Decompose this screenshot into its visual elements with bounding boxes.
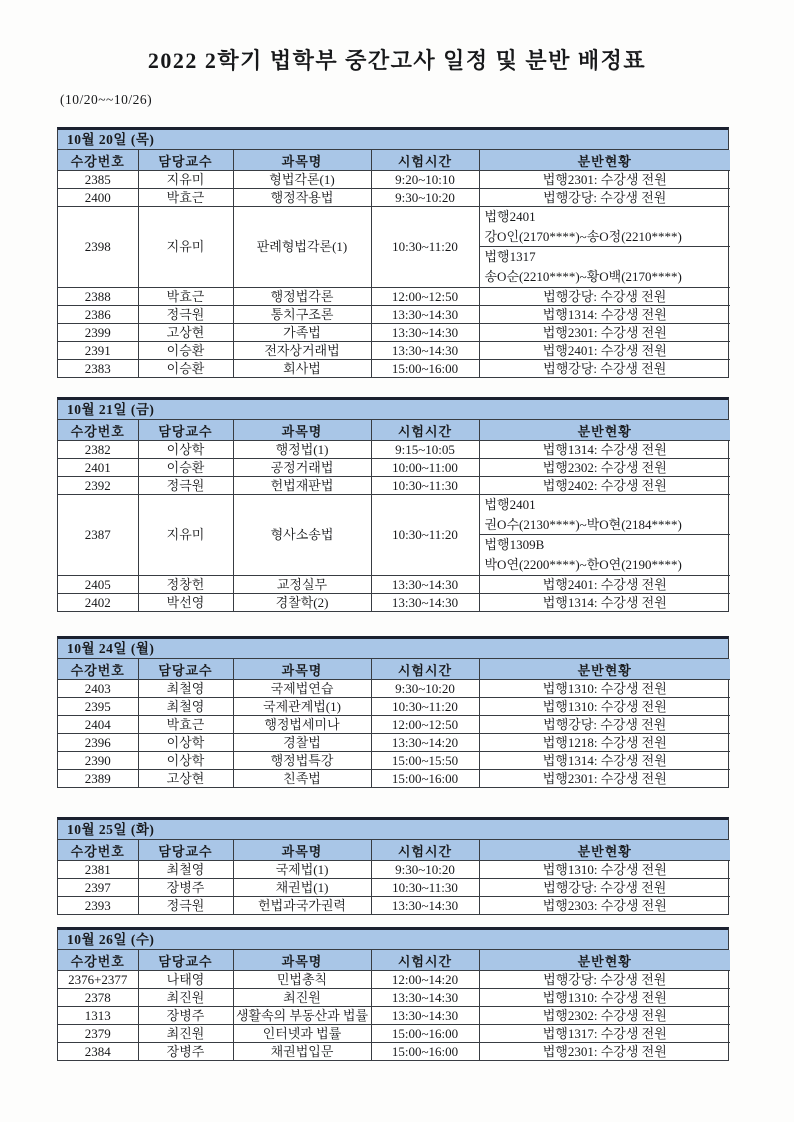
course-name: 행정법특강	[233, 752, 371, 770]
table-row	[58, 861, 730, 879]
professor-name: 나태영	[138, 971, 233, 989]
course-name: 국제관계법(1)	[233, 698, 371, 716]
table-row	[58, 306, 730, 324]
exam-time: 13:30~14:30	[371, 1007, 479, 1025]
exam-time: 12:00~12:50	[371, 288, 479, 306]
column-header: 담당교수	[138, 950, 233, 971]
column-header: 과목명	[233, 420, 371, 441]
course-code: 2387	[58, 495, 138, 576]
table-row	[58, 189, 730, 207]
exam-time: 12:00~12:50	[371, 716, 479, 734]
page-title: 2022 2학기 법학부 중간고사 일정 및 분반 배정표	[147, 48, 647, 73]
schedule-table	[58, 950, 730, 1060]
course-code: 2401	[58, 459, 138, 477]
column-header-row	[58, 950, 730, 971]
class-assignment: 법행2301: 수강생 전원	[479, 1043, 730, 1061]
student-range: 권O수(2130****)~박O현(2184****)	[484, 517, 682, 532]
course-code: 2396	[58, 734, 138, 752]
class-assignment: 법행강당: 수강생 전원	[479, 716, 730, 734]
table-row	[58, 752, 730, 770]
table-row	[58, 441, 730, 459]
exam-time: 9:30~10:20	[371, 680, 479, 698]
class-assignment: 법행2402: 수강생 전원	[479, 477, 730, 495]
professor-name: 박효근	[138, 716, 233, 734]
table-row	[58, 734, 730, 752]
professor-name: 정창헌	[138, 576, 233, 594]
exam-time: 15:00~16:00	[371, 1043, 479, 1061]
table-row	[58, 897, 730, 915]
column-header: 시험시간	[371, 950, 479, 971]
professor-name: 이승환	[138, 342, 233, 360]
column-header: 담당교수	[138, 420, 233, 441]
class-assignment: 법행1317: 수강생 전원	[479, 1025, 730, 1043]
course-name: 채권법입문	[233, 1043, 371, 1061]
exam-time: 10:30~11:30	[371, 477, 479, 495]
professor-name: 지유미	[138, 207, 233, 288]
course-name: 국제법연습	[233, 680, 371, 698]
course-name: 친족법	[233, 770, 371, 788]
table-row	[58, 495, 730, 576]
course-code: 2386	[58, 306, 138, 324]
professor-name: 최진원	[138, 1025, 233, 1043]
exam-time: 15:00~16:00	[371, 360, 479, 378]
column-header: 시험시간	[371, 840, 479, 861]
course-name: 형사소송법	[233, 495, 371, 576]
table-row	[58, 680, 730, 698]
course-code: 2404	[58, 716, 138, 734]
column-header-row	[58, 420, 730, 441]
course-name: 행정법(1)	[233, 441, 371, 459]
table-row	[58, 360, 730, 378]
room-label: 법행2401	[484, 497, 536, 512]
column-header: 수강번호	[58, 659, 138, 680]
day-header: 10월 25일 (화)	[58, 820, 728, 840]
table-row	[58, 288, 730, 306]
table-row	[58, 989, 730, 1007]
table-row	[58, 324, 730, 342]
column-header: 과목명	[233, 659, 371, 680]
course-code: 2398	[58, 207, 138, 288]
course-code: 2391	[58, 342, 138, 360]
date-range: (10/20~~10/26)	[60, 92, 153, 107]
class-assignment: 법행2401: 수강생 전원	[479, 576, 730, 594]
exam-time: 13:30~14:30	[371, 989, 479, 1007]
course-name: 헌법과국가권력	[233, 897, 371, 915]
table-row	[58, 459, 730, 477]
exam-time: 13:30~14:30	[371, 306, 479, 324]
class-assignment: 법행1314: 수강생 전원	[479, 752, 730, 770]
student-range: 강O인(2170****)~송O정(2210****)	[484, 229, 682, 244]
exam-day-table	[57, 636, 729, 788]
exam-day-table	[57, 397, 729, 612]
exam-time: 15:00~16:00	[371, 1025, 479, 1043]
class-assignment	[479, 207, 730, 288]
class-assignment	[479, 495, 730, 576]
professor-name: 이상학	[138, 734, 233, 752]
course-name: 행정작용법	[233, 189, 371, 207]
course-code: 2383	[58, 360, 138, 378]
class-assignment: 법행강당: 수강생 전원	[479, 879, 730, 897]
assignment-subcell	[480, 247, 731, 287]
exam-time: 13:30~14:30	[371, 342, 479, 360]
class-assignment: 법행강당: 수강생 전원	[479, 189, 730, 207]
course-name: 행정법세미나	[233, 716, 371, 734]
course-name: 생활속의 부동산과 법률	[233, 1007, 371, 1025]
column-header: 수강번호	[58, 950, 138, 971]
student-range: 박O연(2200****)~한O연(2190****)	[484, 557, 682, 572]
class-assignment: 법행1310: 수강생 전원	[479, 698, 730, 716]
professor-name: 최철영	[138, 680, 233, 698]
professor-name: 장병주	[138, 1043, 233, 1061]
column-header: 담당교수	[138, 840, 233, 861]
exam-time: 10:30~11:30	[371, 879, 479, 897]
class-assignment: 법행1314: 수강생 전원	[479, 441, 730, 459]
table-row	[58, 1007, 730, 1025]
professor-name: 정극원	[138, 306, 233, 324]
class-assignment: 법행2301: 수강생 전원	[479, 324, 730, 342]
course-name: 경찰학(2)	[233, 594, 371, 612]
exam-time: 9:30~10:20	[371, 861, 479, 879]
exam-time: 15:00~16:00	[371, 770, 479, 788]
class-assignment: 법행강당: 수강생 전원	[479, 288, 730, 306]
room-label: 법행2401	[484, 209, 536, 224]
course-code: 2376+2377	[58, 971, 138, 989]
class-assignment: 법행강당: 수강생 전원	[479, 971, 730, 989]
course-name: 가족법	[233, 324, 371, 342]
column-header: 시험시간	[371, 659, 479, 680]
course-name: 형법각론(1)	[233, 171, 371, 189]
table-row	[58, 879, 730, 897]
column-header: 수강번호	[58, 840, 138, 861]
column-header: 담당교수	[138, 659, 233, 680]
professor-name: 이승환	[138, 360, 233, 378]
column-header-row	[58, 659, 730, 680]
course-code: 2392	[58, 477, 138, 495]
exam-time: 15:00~15:50	[371, 752, 479, 770]
professor-name: 이승환	[138, 459, 233, 477]
course-code: 2395	[58, 698, 138, 716]
professor-name: 최철영	[138, 861, 233, 879]
exam-time: 10:30~11:20	[371, 495, 479, 576]
course-code: 2397	[58, 879, 138, 897]
course-name: 회사법	[233, 360, 371, 378]
room-label: 법행1309B	[484, 537, 545, 552]
schedule-table	[58, 659, 730, 787]
course-code: 2378	[58, 989, 138, 1007]
schedule-table	[58, 840, 730, 914]
day-header: 10월 20일 (목)	[58, 130, 728, 150]
column-header: 과목명	[233, 950, 371, 971]
course-code: 2389	[58, 770, 138, 788]
table-row	[58, 171, 730, 189]
assignment-subcell	[480, 535, 731, 575]
class-assignment: 법행1314: 수강생 전원	[479, 306, 730, 324]
exam-time: 13:30~14:30	[371, 324, 479, 342]
column-header: 담당교수	[138, 150, 233, 171]
column-header: 분반현황	[479, 659, 730, 680]
class-assignment: 법행2303: 수강생 전원	[479, 897, 730, 915]
course-code: 2381	[58, 861, 138, 879]
room-label: 법행1317	[484, 249, 536, 264]
class-assignment: 법행1218: 수강생 전원	[479, 734, 730, 752]
table-row	[58, 342, 730, 360]
professor-name: 고상현	[138, 324, 233, 342]
column-header-row	[58, 150, 730, 171]
table-row	[58, 207, 730, 288]
class-assignment: 법행1310: 수강생 전원	[479, 989, 730, 1007]
exam-time: 13:30~14:30	[371, 594, 479, 612]
course-code: 1313	[58, 1007, 138, 1025]
course-name: 헌법재판법	[233, 477, 371, 495]
schedule-table	[58, 420, 730, 611]
professor-name: 장병주	[138, 879, 233, 897]
professor-name: 정극원	[138, 477, 233, 495]
table-row	[58, 576, 730, 594]
class-assignment: 법행2302: 수강생 전원	[479, 1007, 730, 1025]
course-code: 2382	[58, 441, 138, 459]
column-header: 과목명	[233, 150, 371, 171]
course-name: 통치구조론	[233, 306, 371, 324]
table-row	[58, 770, 730, 788]
class-assignment: 법행1314: 수강생 전원	[479, 594, 730, 612]
course-name: 공정거래법	[233, 459, 371, 477]
professor-name: 최진원	[138, 989, 233, 1007]
class-assignment: 법행2302: 수강생 전원	[479, 459, 730, 477]
day-header: 10월 26일 (수)	[58, 930, 728, 950]
column-header: 시험시간	[371, 420, 479, 441]
professor-name: 박효근	[138, 189, 233, 207]
professor-name: 박선영	[138, 594, 233, 612]
exam-day-table	[57, 817, 729, 915]
class-assignment: 법행2301: 수강생 전원	[479, 770, 730, 788]
class-assignment: 법행2401: 수강생 전원	[479, 342, 730, 360]
schedule-table	[58, 150, 730, 377]
exam-time: 9:20~10:10	[371, 171, 479, 189]
exam-day-table	[57, 927, 729, 1061]
course-code: 2400	[58, 189, 138, 207]
class-assignment: 법행1310: 수강생 전원	[479, 861, 730, 879]
student-range: 송O순(2210****)~황O백(2170****)	[484, 269, 682, 284]
professor-name: 박효근	[138, 288, 233, 306]
professor-name: 장병주	[138, 1007, 233, 1025]
column-header: 수강번호	[58, 420, 138, 441]
exam-time: 10:00~11:00	[371, 459, 479, 477]
exam-time: 13:30~14:20	[371, 734, 479, 752]
day-header: 10월 24일 (월)	[58, 639, 728, 659]
table-row	[58, 1043, 730, 1061]
column-header: 분반현황	[479, 950, 730, 971]
column-header: 시험시간	[371, 150, 479, 171]
table-row	[58, 594, 730, 612]
exam-time: 10:30~11:20	[371, 207, 479, 288]
course-name: 민법총칙	[233, 971, 371, 989]
column-header: 수강번호	[58, 150, 138, 171]
column-header-row	[58, 840, 730, 861]
day-header: 10월 21일 (금)	[58, 400, 728, 420]
assignment-subcell	[480, 207, 731, 247]
table-row	[58, 477, 730, 495]
assignment-subcell	[480, 495, 731, 535]
exam-time: 12:00~14:20	[371, 971, 479, 989]
exam-time: 9:15~10:05	[371, 441, 479, 459]
course-name: 경찰법	[233, 734, 371, 752]
course-name: 교정실무	[233, 576, 371, 594]
exam-time: 10:30~11:20	[371, 698, 479, 716]
professor-name: 정극원	[138, 897, 233, 915]
course-code: 2393	[58, 897, 138, 915]
course-code: 2403	[58, 680, 138, 698]
course-code: 2379	[58, 1025, 138, 1043]
course-code: 2385	[58, 171, 138, 189]
course-name: 최진원	[233, 989, 371, 1007]
class-assignment: 법행강당: 수강생 전원	[479, 360, 730, 378]
class-assignment: 법행2301: 수강생 전원	[479, 171, 730, 189]
table-row	[58, 716, 730, 734]
exam-time: 13:30~14:30	[371, 576, 479, 594]
column-header: 분반현황	[479, 420, 730, 441]
exam-time: 13:30~14:30	[371, 897, 479, 915]
course-code: 2388	[58, 288, 138, 306]
course-code: 2390	[58, 752, 138, 770]
column-header: 분반현황	[479, 150, 730, 171]
column-header: 분반현황	[479, 840, 730, 861]
professor-name: 이상학	[138, 752, 233, 770]
course-name: 행정법각론	[233, 288, 371, 306]
professor-name: 이상학	[138, 441, 233, 459]
course-name: 국제법(1)	[233, 861, 371, 879]
professor-name: 지유미	[138, 171, 233, 189]
professor-name: 고상현	[138, 770, 233, 788]
course-code: 2405	[58, 576, 138, 594]
course-name: 채권법(1)	[233, 879, 371, 897]
column-header: 과목명	[233, 840, 371, 861]
course-name: 판례형법각론(1)	[233, 207, 371, 288]
professor-name: 최철영	[138, 698, 233, 716]
professor-name: 지유미	[138, 495, 233, 576]
table-row	[58, 698, 730, 716]
table-row	[58, 1025, 730, 1043]
course-code: 2384	[58, 1043, 138, 1061]
course-code: 2402	[58, 594, 138, 612]
class-assignment: 법행1310: 수강생 전원	[479, 680, 730, 698]
exam-day-table	[57, 127, 729, 378]
course-name: 전자상거래법	[233, 342, 371, 360]
course-name: 인터넷과 법률	[233, 1025, 371, 1043]
table-row	[58, 971, 730, 989]
course-code: 2399	[58, 324, 138, 342]
exam-time: 9:30~10:20	[371, 189, 479, 207]
